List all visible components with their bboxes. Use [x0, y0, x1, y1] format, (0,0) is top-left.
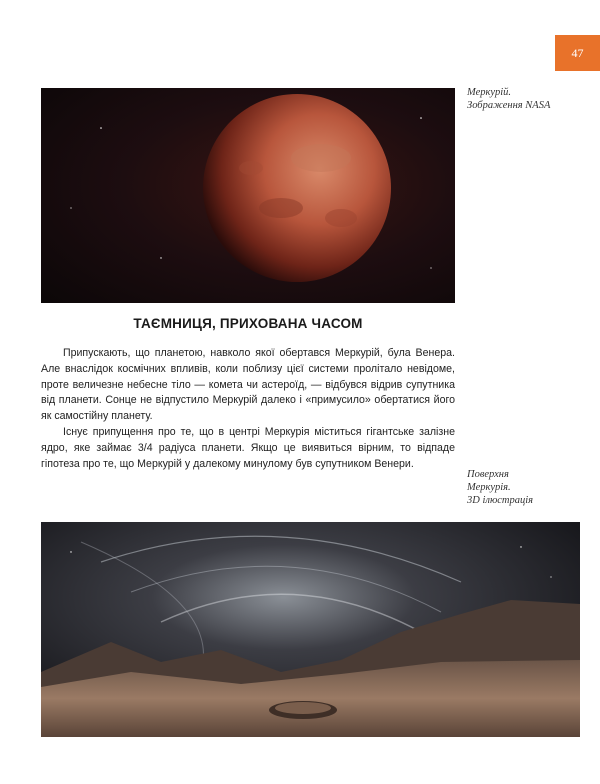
article-title: ТАЄМНИЦЯ, ПРИХОВАНА ЧАСОМ [133, 316, 363, 331]
mercury-surface-caption: Поверхня Меркурія. 3D ілюстрація [467, 469, 534, 506]
mercury-planet-caption: Меркурій. Зображення NASA [467, 87, 551, 111]
mercury-surface-image [41, 522, 580, 737]
article-body [41, 346, 455, 472]
page-number: 47 [555, 35, 600, 71]
article-paragraph: Існує припущення про те, що в центрі Меркурія міститься гігантське залізне ядро, яке займає 3/4 радіуса планети. Якщо це виявиться вірним, то відпаде гіпотеза про те, що Меркурій у далекому минулому був супутником Венери. [41, 425, 455, 470]
mercury-planet-image [41, 88, 455, 303]
article-paragraph: Припускають, що планетою, навколо якої обертався Меркурій, була Венера. Але внаслідок космічних впливів, коли поблизу цієї системи пролітало невідоме, проте величезне небесне тіло — комета чи астероїд, — відбувся відрив супутника від планети. Сонце не відпустило Меркурій далеко і «примусило» обертатися його як самостійну планету. [41, 347, 455, 423]
